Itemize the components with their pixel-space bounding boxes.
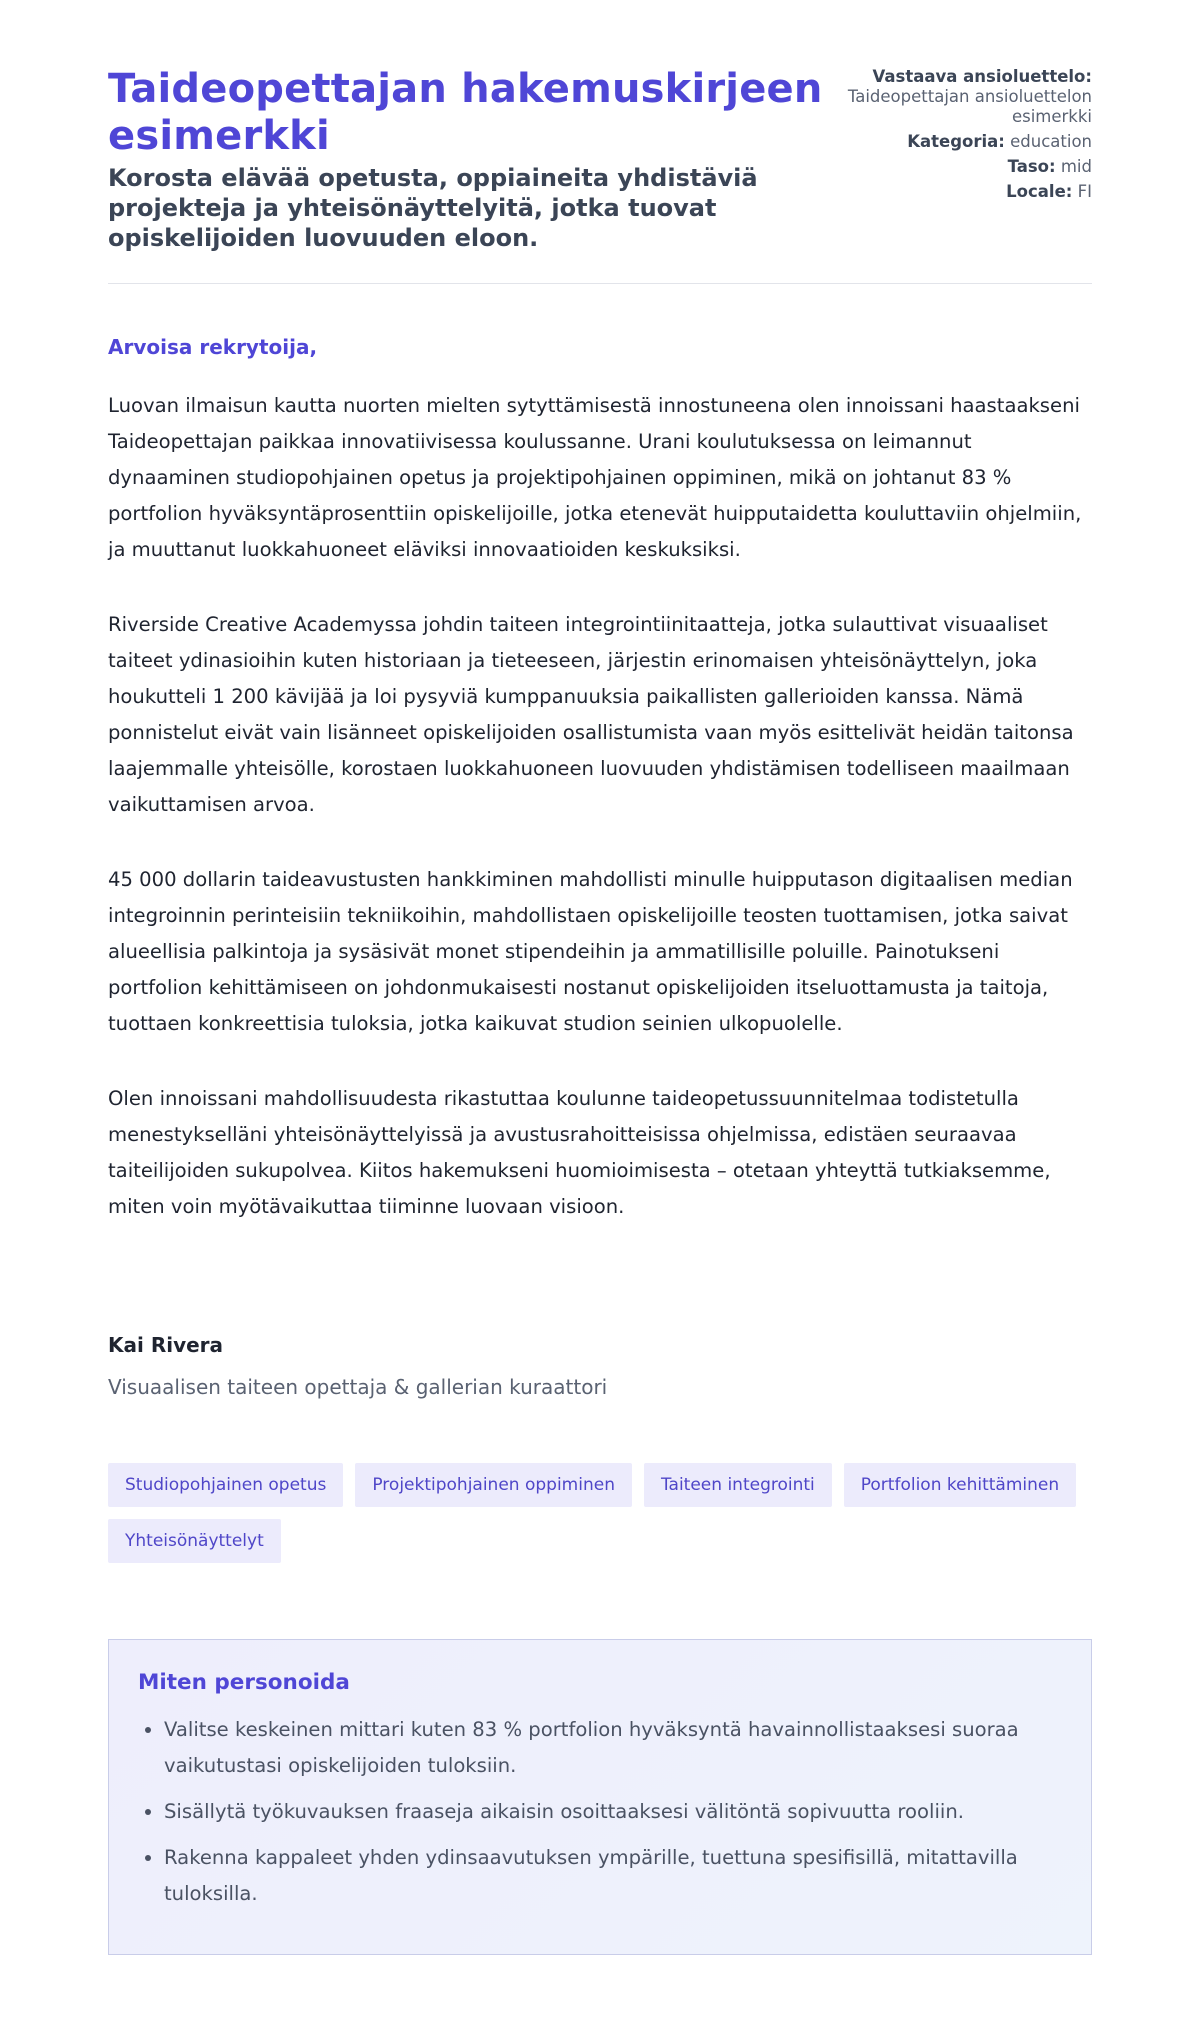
signature-name: Kai Rivera <box>108 1333 224 1357</box>
meta-locale <box>832 181 1092 202</box>
tip-item: • Rakenna kappaleet yhden ydinsaavutuksen ympärille, tuettuna spesifisillä, mitattavilla tuloksilla. <box>164 1840 1061 1912</box>
skill-tag: Projektipohjainen oppiminen <box>355 1463 632 1507</box>
meta-category-label: Kategoria: <box>907 132 1005 151</box>
tip-item: • Sisällytä työkuvauksen fraaseja aikaisin osoittaaksesi välitöntä sopivuutta rooliin. <box>164 1794 1061 1830</box>
meta-panel <box>832 66 1092 206</box>
meta-level-value: mid <box>1060 157 1092 176</box>
skill-tag: Taiteen integrointi <box>644 1463 832 1507</box>
letter-salutation: Arvoisa rekrytoija, <box>108 335 318 359</box>
meta-related-link[interactable]: Taideopettajan ansioluettelon esimerkki <box>847 87 1092 126</box>
letter-signature <box>108 1330 1092 1402</box>
meta-category <box>832 131 1092 152</box>
meta-category-value: education <box>1010 132 1092 151</box>
meta-locale-label: Locale: <box>1006 182 1073 201</box>
skill-tag: Portfolion kehittäminen <box>844 1463 1076 1507</box>
personalization-tips-box <box>108 1639 1092 1955</box>
meta-related-label: Vastaava ansioluettelo: <box>872 67 1092 86</box>
signature-role: Visuaalisen taiteen opettaja & gallerian kuraattori <box>108 1375 608 1399</box>
skill-tags <box>108 1463 1092 1563</box>
header-divider <box>108 283 1092 284</box>
letter-paragraph: 45 000 dollarin taideavustusten hankkiminen mahdollisti minulle huipputason digitaalisen median integroinnin perinteisiin tekniikoihin, mahdollistaen opiskelijoille teosten tuottamisen, jotka saivat alueellisia palkintoja ja sysäsivät monet stipendeihin ja ammatillisille poluille. Painotukseni portfolion kehittämiseen on johdonmukaisesti nostanut opiskelijoiden itseluottamusta ja taitoja, tuottaen konkreettisia tuloksia, jotka kaikuvat studion seinien ulkopuolelle. <box>108 868 1073 1035</box>
tip-item: • Valitse keskeinen mittari kuten 83 % portfolion hyväksyntä havainnollistaaksesi suoraa vaikutustasi opiskelijoiden tuloksiin. <box>164 1712 1061 1784</box>
meta-level <box>832 156 1092 177</box>
meta-related-resume <box>832 66 1092 127</box>
letter-paragraph: Luovan ilmaisun kautta nuorten mielten sytyttämisestä innostuneena olen innoissani haastaakseni Taideopettajan paikkaa innovatiivisessa koulussanne. Urani koulutuksessa on leimannut dynaaminen studiopohjainen opetus ja projektipohjainen oppiminen, mikä on johtanut 83 % portfolion hyväksyntäprosenttiin opiskelijoille, jotka etenevät huipputaidetta kouluttaviin ohjelmiin, ja muuttanut luokkahuoneet eläviksi innovaatioiden keskuksiksi. <box>108 394 1082 561</box>
page-title: Taideopettajan hakemuskirjeen esimerkki <box>108 66 823 159</box>
skill-tag: Studiopohjainen opetus <box>108 1463 343 1507</box>
skill-tag: Yhteisönäyttelyt <box>108 1519 281 1563</box>
tips-title: Miten personoida <box>138 1670 350 1695</box>
meta-locale-value: FI <box>1077 182 1092 201</box>
letter-paragraph: Olen innoissani mahdollisuudesta rikastuttaa koulunne taideopetussuunnitelmaa todistetulla menestykselläni yhteisönäyttelyissä ja avustusrahoitteisissa ohjelmissa, edistäen seuraavaa taiteilijoiden sukupolvea. Kiitos hakemukseni huomioimisesta – otetaan yhteyttä tutkiaksemme, miten voin myötävaikuttaa tiiminne luovaan visioon. <box>108 1087 1051 1218</box>
letter-paragraph: Riverside Creative Academyssa johdin taiteen integrointiinitaatteja, jotka sulauttivat visuaaliset taiteet ydinasioihin kuten historiaan ja tieteeseen, järjestin erinomaisen yhteisönäyttelyn, joka houkutteli 1 200 kävijää ja loi pysyviä kumppanuuksia paikallisten gallerioiden kanssa. Nämä ponnistelut eivät vain lisänneet opiskelijoiden osallistumista vaan myös esittelivät heidän taitonsa laajemmalle yhteisölle, korostaen luokkahuoneen luovuuden yhdistämisen todelliseen maailmaan vaikuttamisen arvoa. <box>108 613 1074 816</box>
page-content <box>108 0 1092 1905</box>
page-header <box>108 0 1092 252</box>
meta-level-label: Taso: <box>1007 157 1056 176</box>
page-subtitle: Korosta elävää opetusta, oppiaineita yhdistäviä projekteja ja yhteisönäyttelyitä, jotka tuovat opiskelijoiden luovuuden eloon. <box>108 164 758 252</box>
letter-body <box>108 388 1092 1264</box>
tips-list <box>138 1712 1061 1912</box>
